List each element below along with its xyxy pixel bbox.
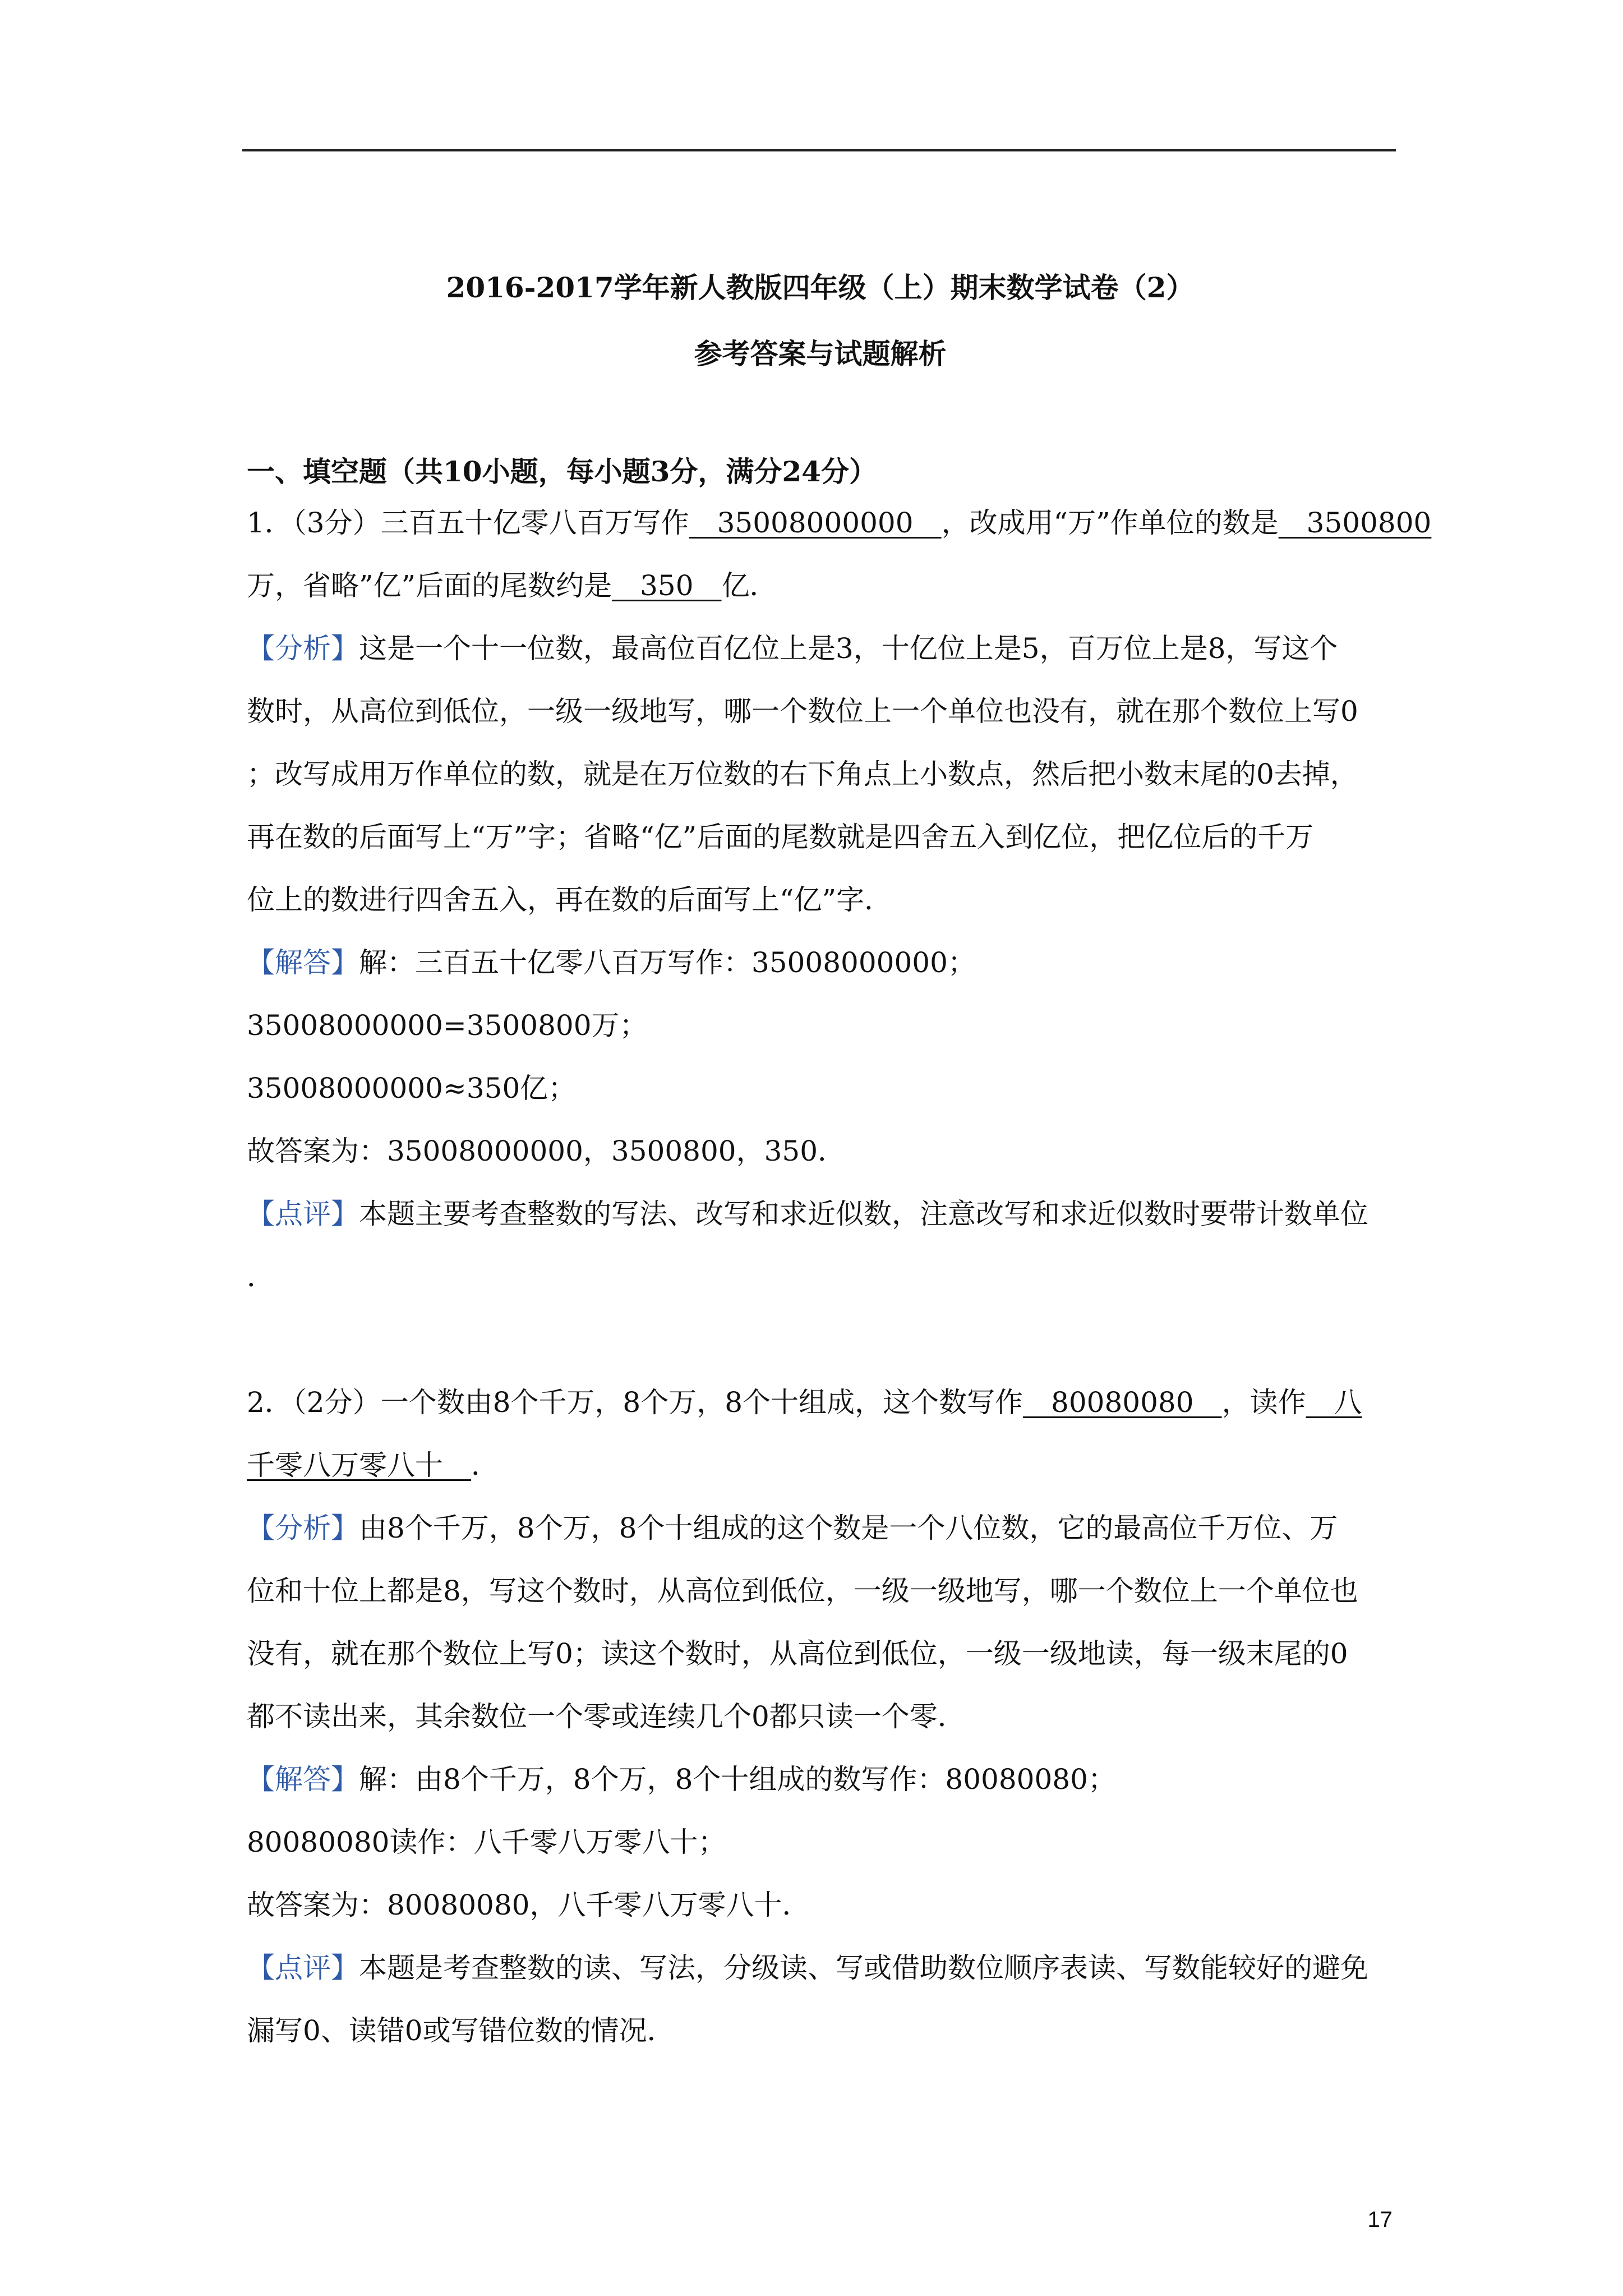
q2-comment-line: 漏写0、读错0或写错位数的情况． (247, 2014, 675, 2047)
q1-stem-prefix: 1．（3分）三百五十亿零八百万写作 (247, 507, 689, 539)
q1-analysis-line: ；改写成用万作单位的数，就是在万位数的右下角点上小数点，然后把小数末尾的0去掉， (247, 758, 1358, 790)
q1-analysis-line: 位上的数进行四舍五入，再在数的后面写上“亿”字． (247, 884, 893, 916)
q1-analysis-line (247, 617, 1394, 680)
q2-analysis-text: 由8个千万，8个万，8个十组成的这个数是一个八位数，它的最高位千万位、万 (359, 1512, 1338, 1544)
q2-solution-line: 故答案为：80080080，八千零八万零八十． (247, 1889, 810, 1921)
q1-stem-line-1 (247, 491, 1432, 554)
header-rule (242, 149, 1396, 151)
q2-solution-text: 解：由8个千万，8个万，8个十组成的数写作：80080080； (359, 1763, 1116, 1796)
document-subtitle: 参考答案与试题解析 (694, 337, 947, 370)
q1-comment-text: 本题主要考查整数的写法、改写和求近似数，注意改写和求近似数时要带计数单位 (359, 1198, 1368, 1230)
question-2 (247, 1371, 1394, 2062)
section-heading: 一、填空题（共10小题，每小题3分，满分24分） (247, 455, 877, 488)
q2-comment-line (247, 1936, 1394, 1999)
q2-answer-blank-1: 80080080 (1023, 1386, 1222, 1419)
q1-solution-line: 故答案为：35008000000，3500800，350． (247, 1135, 846, 1167)
page-number: 17 (1367, 2207, 1393, 2232)
q2-answer-blank-2-cont: 千零八万零八十 (247, 1449, 471, 1481)
q2-stem-prefix: 2．（2分）一个数由8个千万，8个万，8个十组成，这个数写作 (247, 1386, 1023, 1419)
q1-stem-mid: ，改成用“万”作单位的数是 (941, 507, 1279, 539)
q1-analysis-text: 这是一个十一位数，最高位百亿位上是3，十亿位上是5，百万位上是8，写这个 (359, 632, 1338, 665)
q2-solution-line (247, 1748, 1394, 1811)
q2-analysis-line: 没有，就在那个数位上写0；读这个数时，从高位到低位，一级一级地读，每一级末尾的0 (247, 1637, 1348, 1670)
q1-answer-blank-1: 35008000000 (689, 507, 942, 539)
q1-analysis-line: 再在数的后面写上“万”字；省略“亿”后面的尾数就是四舍五入到亿位，把亿位后的千万 (247, 821, 1314, 853)
analysis-tag: 【分析】 (247, 632, 359, 665)
q1-solution-line: 35008000000=3500800万； (247, 1009, 648, 1042)
solution-tag: 【解答】 (247, 1763, 359, 1796)
q2-analysis-line: 位和十位上都是8，写这个数时，从高位到低位，一级一级地写，哪一个数位上一个单位也 (247, 1575, 1358, 1607)
q2-analysis-line: 都不读出来，其余数位一个零或连续几个0都只读一个零． (247, 1700, 966, 1733)
q1-answer-blank-2: 3500800 (1278, 507, 1432, 539)
q1-stem-end: 亿． (721, 569, 778, 602)
comment-tag: 【点评】 (247, 1198, 359, 1230)
q1-solution-text: 解：三百五十亿零八百万写作：35008000000； (359, 946, 976, 979)
q1-stem-line-2 (247, 554, 1394, 617)
document-title: 2016-2017学年新人教版四年级（上）期末数学试卷（2） (446, 271, 1195, 304)
q1-comment-line (247, 1182, 1394, 1245)
q1-analysis-line: 数时，从高位到低位，一级一级地写，哪一个数位上一个单位也没有，就在那个数位上写0 (247, 695, 1358, 728)
analysis-tag: 【分析】 (247, 1512, 359, 1544)
q1-answer-blank-3: 350 (612, 569, 722, 602)
q2-solution-line: 80080080读作：八千零八万零八十； (247, 1826, 726, 1858)
document-body (247, 268, 1432, 2062)
q2-answer-blank-2: 八 (1306, 1386, 1362, 1419)
q2-comment-text: 本题是考查整数的读、写法，分级读、写或借助数位顺序表读、写数能较好的避免 (359, 1952, 1368, 1984)
q1-solution-line (247, 931, 1394, 994)
q1-stem-mid-2: ，省略”亿”后面的尾数约是 (275, 569, 612, 602)
q1-solution-line: 35008000000≈350亿； (247, 1072, 577, 1105)
q2-stem-line-1 (247, 1371, 1394, 1434)
q1-stem-cont: 万 (247, 569, 275, 602)
solution-tag: 【解答】 (247, 946, 359, 979)
q2-stem-mid: ，读作 (1221, 1386, 1306, 1419)
question-1 (247, 491, 1432, 1308)
q1-comment-line: ． (247, 1260, 275, 1293)
comment-tag: 【点评】 (247, 1952, 359, 1984)
q2-stem-end: ． (471, 1449, 499, 1481)
q2-analysis-line (247, 1497, 1394, 1559)
q2-stem-line-2 (247, 1434, 1394, 1497)
